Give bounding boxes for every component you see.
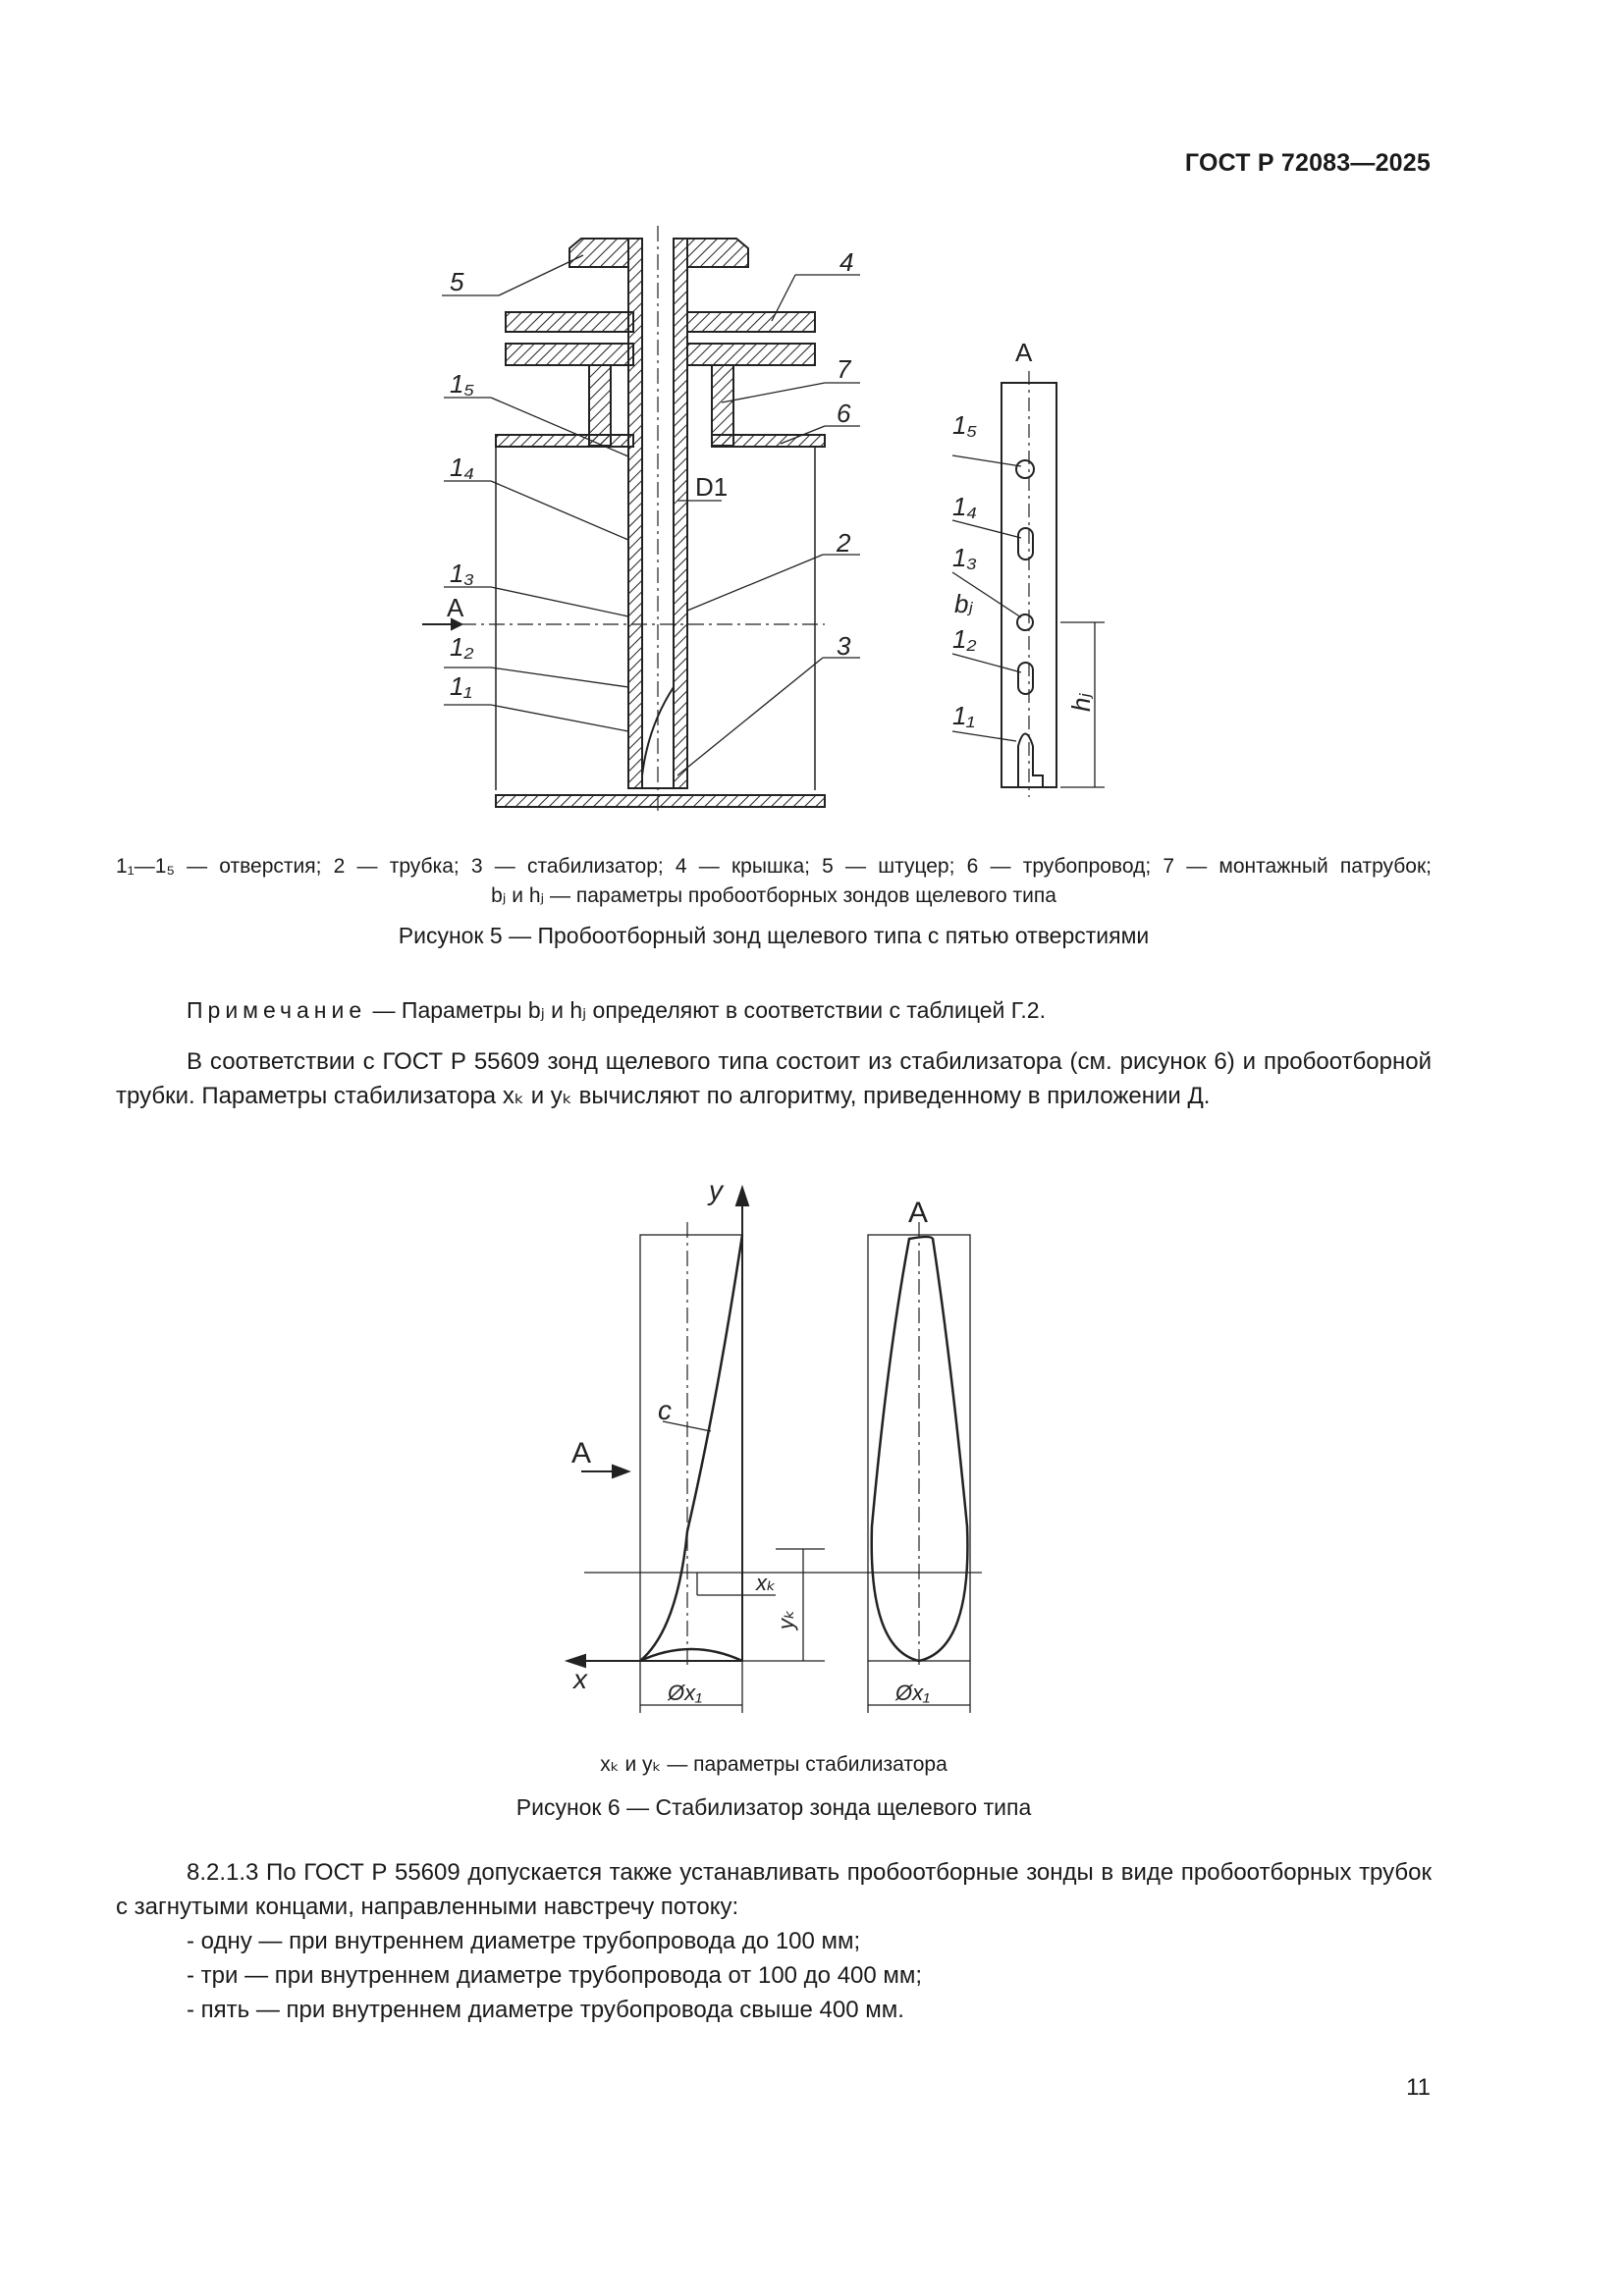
figure-6-drawing (550, 1173, 1001, 1723)
figure-5-drawing (412, 221, 1159, 820)
list-item: - пять — при внутреннем диаметре трубопровода свыше 400 мм. (187, 1997, 904, 2023)
paragraph-1 (116, 1044, 1432, 1113)
label-hole-1-1: 1₁ (450, 671, 472, 701)
paragraph-2 (116, 1855, 1432, 1924)
label-yk: yₖ (774, 1609, 798, 1629)
list-item: - три — при внутреннем диаметре трубопровода от 100 до 400 мм; (187, 1962, 923, 1989)
note-label: Примечание (187, 997, 367, 1023)
label-dx1-left: Øx₁ (668, 1681, 703, 1705)
label-view-A6: A (908, 1197, 929, 1229)
label-7: 7 (837, 354, 851, 384)
label-hole-1-2: 1₂ (450, 632, 474, 662)
label-6: 6 (837, 399, 851, 428)
figure-5-legend-line-1: 1₁—1₅ — отверстия; 2 — трубка; 3 — стабилизатор; 4 — крышка; 5 — штуцер; 6 — трубопровод; 7 — монтажный патрубок; (116, 855, 1432, 878)
label-xk: xₖ (756, 1571, 777, 1595)
page-number: 11 (1406, 2074, 1431, 2101)
label-arrow-A: A (447, 593, 464, 622)
label-5: 5 (450, 267, 464, 296)
label-view-1-1: 1₁ (952, 701, 975, 730)
label-view-1-5: 1₅ (952, 410, 977, 440)
label-x-axis: x (573, 1664, 587, 1694)
label-hole-1-3: 1₃ (450, 559, 474, 588)
figure-5-legend-line-2: bⱼ и hⱼ — параметры пробоотборных зондов щелевого типа (491, 884, 1056, 907)
paragraph-1-text: В соответствии с ГОСТ Р 55609 зонд щелевого типа состоит из стабилизатора (см. рисунок 6) и пробоотборной трубки. Параметры стабилизатора xₖ и yₖ вычисляют по алгоритму, приведенному в приложении Д. (116, 1048, 1432, 1109)
label-view-A: A (1015, 338, 1033, 367)
label-curve-c: c (658, 1395, 672, 1425)
label-arrow-A6: A (571, 1437, 592, 1469)
label-view-1-4: 1₄ (952, 492, 977, 521)
label-view-1-2: 1₂ (952, 624, 977, 654)
label-hole-1-4: 1₄ (450, 453, 474, 482)
figure-6-caption: Рисунок 6 — Стабилизатор зонда щелевого типа (515, 1794, 1032, 1820)
document-header: ГОСТ Р 72083—2025 (1184, 149, 1431, 177)
label-view-1-3: 1₃ (952, 543, 977, 572)
label-y-axis: y (709, 1175, 723, 1205)
label-dx1-right: Øx₁ (895, 1681, 931, 1705)
figure-5-caption: Рисунок 5 — Пробоотборный зонд щелевого типа с пятью отверстиями (398, 923, 1150, 948)
figure-6-legend: xₖ и yₖ — параметры стабилизатора (600, 1753, 947, 1776)
paragraph-2-text: 8.2.1.3 По ГОСТ Р 55609 допускается также устанавливать пробоотборные зонды в виде пробоотборных трубок с загнутыми концами, направленными навстречу потоку: (116, 1859, 1432, 1920)
label-hole-1-5: 1₅ (450, 369, 474, 399)
label-3: 3 (837, 631, 851, 661)
label-hj: hⱼ (1066, 692, 1096, 712)
label-D1: D1 (695, 472, 729, 502)
list-item: - одну — при внутреннем диаметре трубопровода до 100 мм; (187, 1928, 861, 1954)
note (187, 997, 1046, 1024)
label-bj: bⱼ (954, 589, 974, 618)
list (187, 1924, 922, 2027)
note-text: — Параметры bⱼ и hⱼ определяют в соответствии с таблицей Г.2. (366, 997, 1046, 1023)
label-2: 2 (837, 528, 851, 558)
label-4: 4 (839, 247, 854, 277)
